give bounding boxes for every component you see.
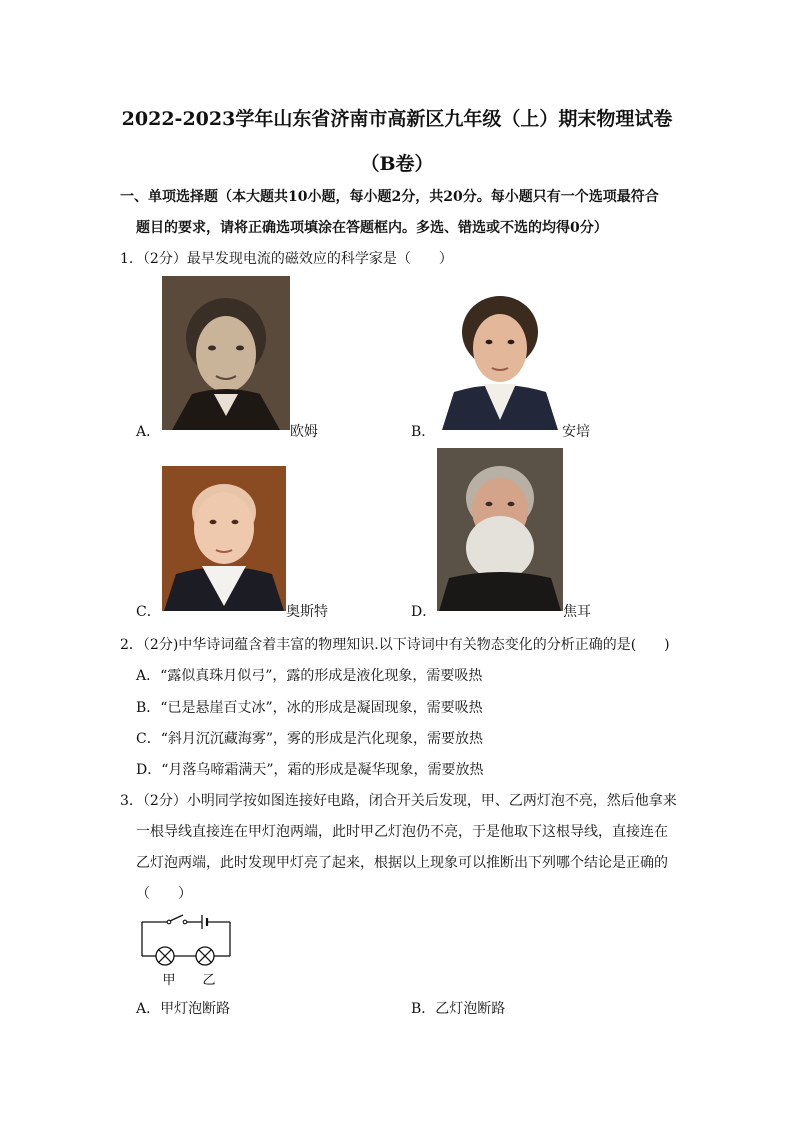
q3-option-b: B．乙灯泡断路 (411, 1001, 506, 1017)
q1-option-b-name: 安培 (562, 424, 590, 440)
q1-option-b-letter: B． (411, 424, 436, 440)
q2-option-d: D．“月落乌啼霜满天”，霜的形成是凝华现象，需要放热 (136, 762, 484, 778)
question-2-stem: 2．（2分)中华诗词蕴含着丰富的物理知识.以下诗词中有关物态变化的分析正确的是( ) (120, 637, 670, 653)
q2-option-b: B．“已是悬崖百丈冰”，冰的形成是凝固现象，需要吸热 (136, 700, 483, 716)
q1-option-a-letter: A． (136, 424, 161, 440)
exam-title-line2: （B卷） (360, 153, 434, 175)
question-3-line4: （ ） (136, 886, 192, 902)
q1-option-a-portrait (162, 276, 290, 430)
q1-option-b-portrait (438, 280, 562, 430)
exam-title-line1: 2022-2023学年山东省济南市高新区九年级（上）期末物理试卷 (121, 108, 673, 130)
lamp-jia-symbol (156, 947, 174, 965)
question-3-line2: 一根导线直接连在甲灯泡两端，此时甲乙灯泡仍不亮，于是他取下这根导线，直接连在 (136, 824, 668, 840)
q1-option-c-portrait (162, 466, 286, 611)
lamp-jia-label: 甲 (162, 973, 176, 988)
q1-option-c-letter: C． (136, 604, 161, 620)
section-heading-line1: 一、单项选择题（本大题共10小题，每小题2分，共20分。每小题只有一个选项最符合 (120, 189, 659, 205)
lamp-yi-label: 乙 (202, 973, 216, 988)
q3-option-a: A．甲灯泡断路 (136, 1001, 231, 1017)
question-1-stem: 1．（2分）最早发现电流的磁效应的科学家是（ ） (120, 251, 453, 267)
circuit-diagram (136, 910, 236, 990)
q1-option-c-name: 奥斯特 (286, 604, 328, 620)
switch-blade (170, 915, 183, 921)
question-3-line3: 乙灯泡两端，此时发现甲灯亮了起来，根据以上现象可以推断出下列哪个结论是正确的 (136, 855, 668, 871)
q1-option-d-letter: D． (411, 604, 437, 620)
lamp-yi-symbol (196, 947, 214, 965)
q1-option-a-name: 欧姆 (290, 424, 318, 440)
q2-option-c: C．“斜月沉沉藏海雾”，雾的形成是汽化现象，需要放热 (136, 731, 484, 747)
question-3-line1: 3．（2分）小明同学按如图连接好电路，闭合开关后发现，甲、乙两灯泡不亮，然后他拿来 (120, 793, 677, 809)
q2-option-a: A．“露似真珠月似弓”，露的形成是液化现象，需要吸热 (136, 668, 483, 684)
switch-contact-right (183, 920, 187, 924)
q1-option-d-portrait (437, 448, 563, 611)
section-heading-line2: 题目的要求，请将正确选项填涂在答题框内。多选、错选或不选的均得0分） (136, 220, 608, 236)
q1-option-d-name: 焦耳 (563, 604, 591, 620)
